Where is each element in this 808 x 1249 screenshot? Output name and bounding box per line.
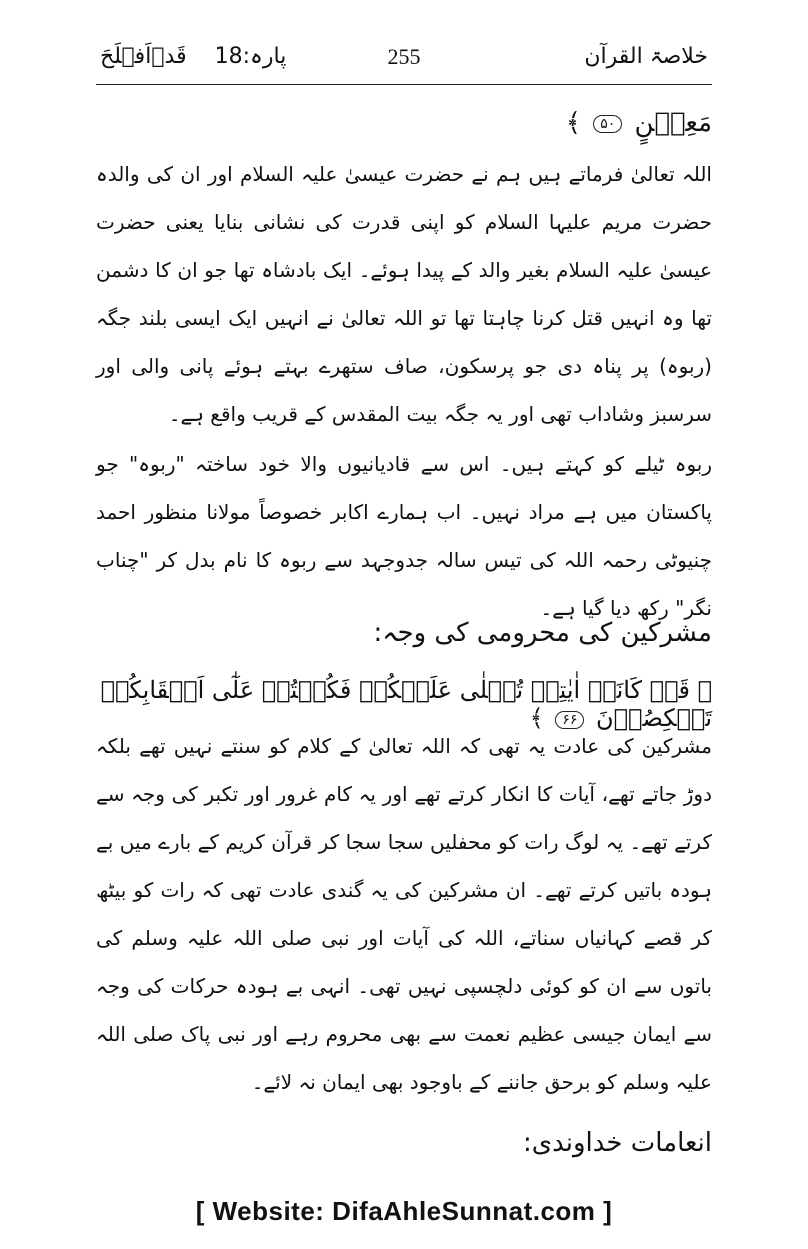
paragraph: ربوہ ٹیلے کو کہتے ہیں۔ اس سے قادیانیوں والا خود ساختہ "ربوہ" جو پاکستان میں ہے مراد نہیں۔ اب ہمارے اکابر خصوصاً مولانا منظور احمد چنیوٹی رحمہ اللہ کی تیس سالہ جدوجہد سے ربوہ کا نام بدل کر "چناب نگر" رکھ دیا گیا ہے۔ [96, 452, 712, 620]
paragraph: اللہ تعالیٰ فرماتے ہیں ہم نے حضرت عیسیٰ علیہ السلام اور ان کی والدہ حضرت مریم علیہا السلام کو اپنی قدرت کی نشانی بنایا یعنی حضرت عیسیٰ علیہ السلام بغیر والد کے پیدا ہوئے۔ ایک بادشاہ تھا جو ان کا دشمن تھا وہ انہیں قتل کرنا چاہتا تھا تو اللہ تعالیٰ نے انہیں ایک ایسی بلند جگہ (ربوہ) پر پناہ دی جو پرسکون، صاف ستھرے بہتے ہوئے پانی والی اور سرسبز وشاداب تھی اور یہ جگہ بیت المقدس کے قریب واقع ہے۔ [96, 162, 712, 426]
verse-close-bracket: ﴾ [565, 108, 581, 138]
verse-text: قَدۡ كَانَتۡ اٰيٰتِىۡ تُتۡلٰى عَلَيۡكُمۡ فَكُنۡتُمۡ عَلٰٓى اَعۡقَابِكُمۡ تَنۡكِصُوۡنَ [100, 676, 712, 732]
ayah-number-marker: ۵۰ [593, 115, 622, 133]
page-number: 255 [387, 44, 421, 69]
verse-tail-text: مَعِيۡنٍ [634, 108, 712, 138]
section-heading: انعامات خداوندی: [522, 1128, 712, 1158]
verse-close-bracket: ﴾ [529, 704, 544, 732]
ayah-number-marker: ۶۶ [555, 711, 584, 729]
para-label: پارہ:18 [214, 44, 287, 69]
para-info [100, 44, 286, 69]
book-title: خلاصۃ القرآن [584, 44, 708, 69]
verse-tail [96, 108, 712, 138]
website-footer: [ Website: DifaAhleSunnat.com ] [195, 1196, 613, 1226]
header-divider [96, 84, 712, 85]
para-name: قَدۡاَفۡلَحَ [100, 44, 187, 69]
page-header [100, 44, 708, 80]
verse-open-bracket: ﴿ [697, 676, 712, 704]
section-heading: مشرکین کی محرومی کی وجہ: [373, 618, 712, 648]
paragraph: مشرکین کی عادت یہ تھی کہ اللہ تعالیٰ کے کلام کو سنتے نہیں تھے بلکہ دوڑ جاتے تھے، آیات کا انکار کرتے تھے اور یہ کام غرور اور تکبر کی وجہ سے کرتے تھے۔ یہ لوگ رات کو محفلیں سجا سجا کر قرآن کریم کے بارے میں بے ہودہ باتیں کرتے تھے۔ ان مشرکین کی یہ گندی عادت تھی کہ رات کو بیٹھ کر قصے کہانیاں سناتے، اللہ کی آیات اور نبی صلی اللہ علیہ وسلم کی باتوں سے ان کو کوئی دلچسپی نہیں تھی۔ انہی بے ہودہ حرکات کی وجہ سے ایمان جیسی عظیم نعمت سے بھی محروم رہے اور نبی پاک صلی اللہ علیہ وسلم کو برحق جاننے کے باوجود بھی ایمان نہ لائے۔ [96, 734, 712, 1094]
